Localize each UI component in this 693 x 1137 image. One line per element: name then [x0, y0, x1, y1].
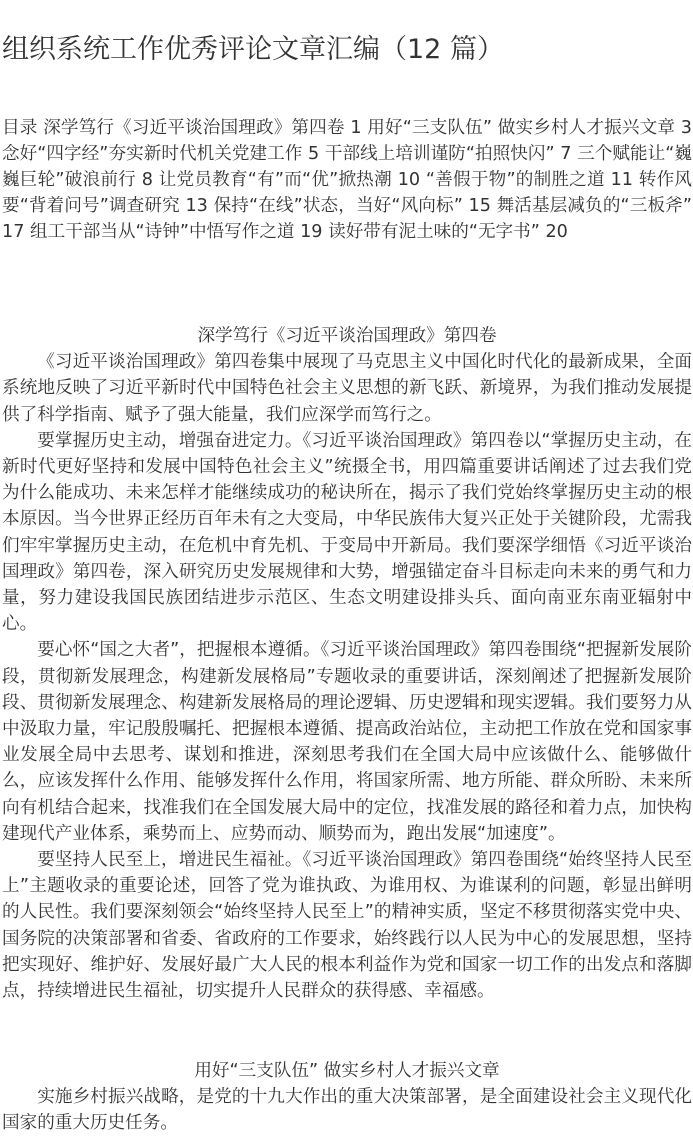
- article-paragraph: 要掌握历史主动，增强奋进定力。《习近平谈治国理政》第四卷以“掌握历史主动，在新时代更好坚持和发展中国特色社会主义”统摄全书，用四篇重要讲话阐述了过去我们党为什么能成功、未来怎样才能继续成功的秘诀所在，揭示了我们党始终掌握历史主动的根本原因。当今世界正经历百年未有之大变局，中华民族伟大复兴正处于关键阶段，尤需我们牢牢掌握历史主动，在危机中育先机、于变局中开新局。我们要深学细悟《习近平谈治国理政》第四卷，深入研究历史发展规律和大势，增强锚定奋斗目标走向未来的勇气和力量，努力建设我国民族团结进步示范区、生态文明建设排头兵、面向南亚东南亚辐射中心。: [2, 430, 692, 635]
- article-paragraph: 实施乡村振兴战略，是党的十九大作出的重大决策部署，是全面建设社会主义现代化国家的重大历史任务。: [2, 1087, 692, 1134]
- article-title: 用好“三支队伍” 做实乡村人才振兴文章: [194, 1061, 500, 1081]
- article-section: [2, 323, 692, 1004]
- article-paragraph: 《习近平谈治国理政》第四卷集中展现了马克思主义中国化时代化的最新成果，全面系统地反映了习近平新时代中国特色社会主义思想的新飞跃、新境界，为我们推动发展提供了科学指南、赋予了强大能量，我们应深学而笃行之。: [2, 352, 692, 425]
- article-title: 深学笃行《习近平谈治国理政》第四卷: [197, 326, 497, 346]
- table-of-contents: 目录 深学笃行《习近平谈治国理政》第四卷 1 用好“三支队伍” 做实乡村人才振兴文章 3 念好“四字经”夯实新时代机关党建工作 5 干部线上培训谨防“拍照快闪” 7 三个赋能让“巍巍巨轮”破浪前行 8 让党员教育“有”而“优”掀热潮 10 “善假于物”的制胜之道 11 转作风要“背着问号”调查研究 13 保持“在线”状态，当好“风向标” 15 舞活基层减负的“三板斧” 17 组工干部当从“诗钟”中悟写作之道 19 读好带有泥土味的“无字书” 20: [2, 118, 692, 242]
- article-paragraph: 要心怀“国之大者”，把握根本遵循。《习近平谈治国理政》第四卷围绕“把握新发展阶段，贯彻新发展理念，构建新发展格局”专题收录的重要讲话，深刻阐述了把握新发展阶段、贯彻新发展理念、构建新发展格局的理论逻辑、历史逻辑和现实逻辑。我们要努力从中汲取力量，牢记殷殷嘱托、把握根本遵循、提高政治站位，主动把工作放在党和国家事业发展全局中去思考、谋划和推进，深刻思考我们在全国大局中应该做什么、能够做什么，应该发挥什么作用、能够发挥什么作用，将国家所需、地方所能、群众所盼、未来所向有机结合起来，找准我们在全国发展大局中的定位，找准发展的路径和着力点，加快构建现代产业体系，乘势而上、应势而动、顺势而为，跑出发展“加速度”。: [2, 640, 692, 844]
- document-title: 组织系统工作优秀评论文章汇编（12 篇）: [2, 34, 504, 65]
- article-paragraph: 要坚持人民至上，增进民生福祉。《习近平谈治国理政》第四卷围绕“始终坚持人民至上”主题收录的重要论述，回答了党为谁执政、为谁用权、为谁谋利的问题，彰显出鲜明的人民性。我们要深刻领会“始终坚持人民至上”的精神实质，坚定不移贯彻落实党中央、国务院的决策部署和省委、省政府的工作要求，始终践行以人民为中心的发展思想，坚持把实现好、维护好、发展好最广大人民的根本利益作为党和国家一切工作的出发点和落脚点，持续增进民生福祉，切实提升人民群众的获得感、幸福感。: [2, 850, 692, 1002]
- article-section: [2, 1058, 692, 1137]
